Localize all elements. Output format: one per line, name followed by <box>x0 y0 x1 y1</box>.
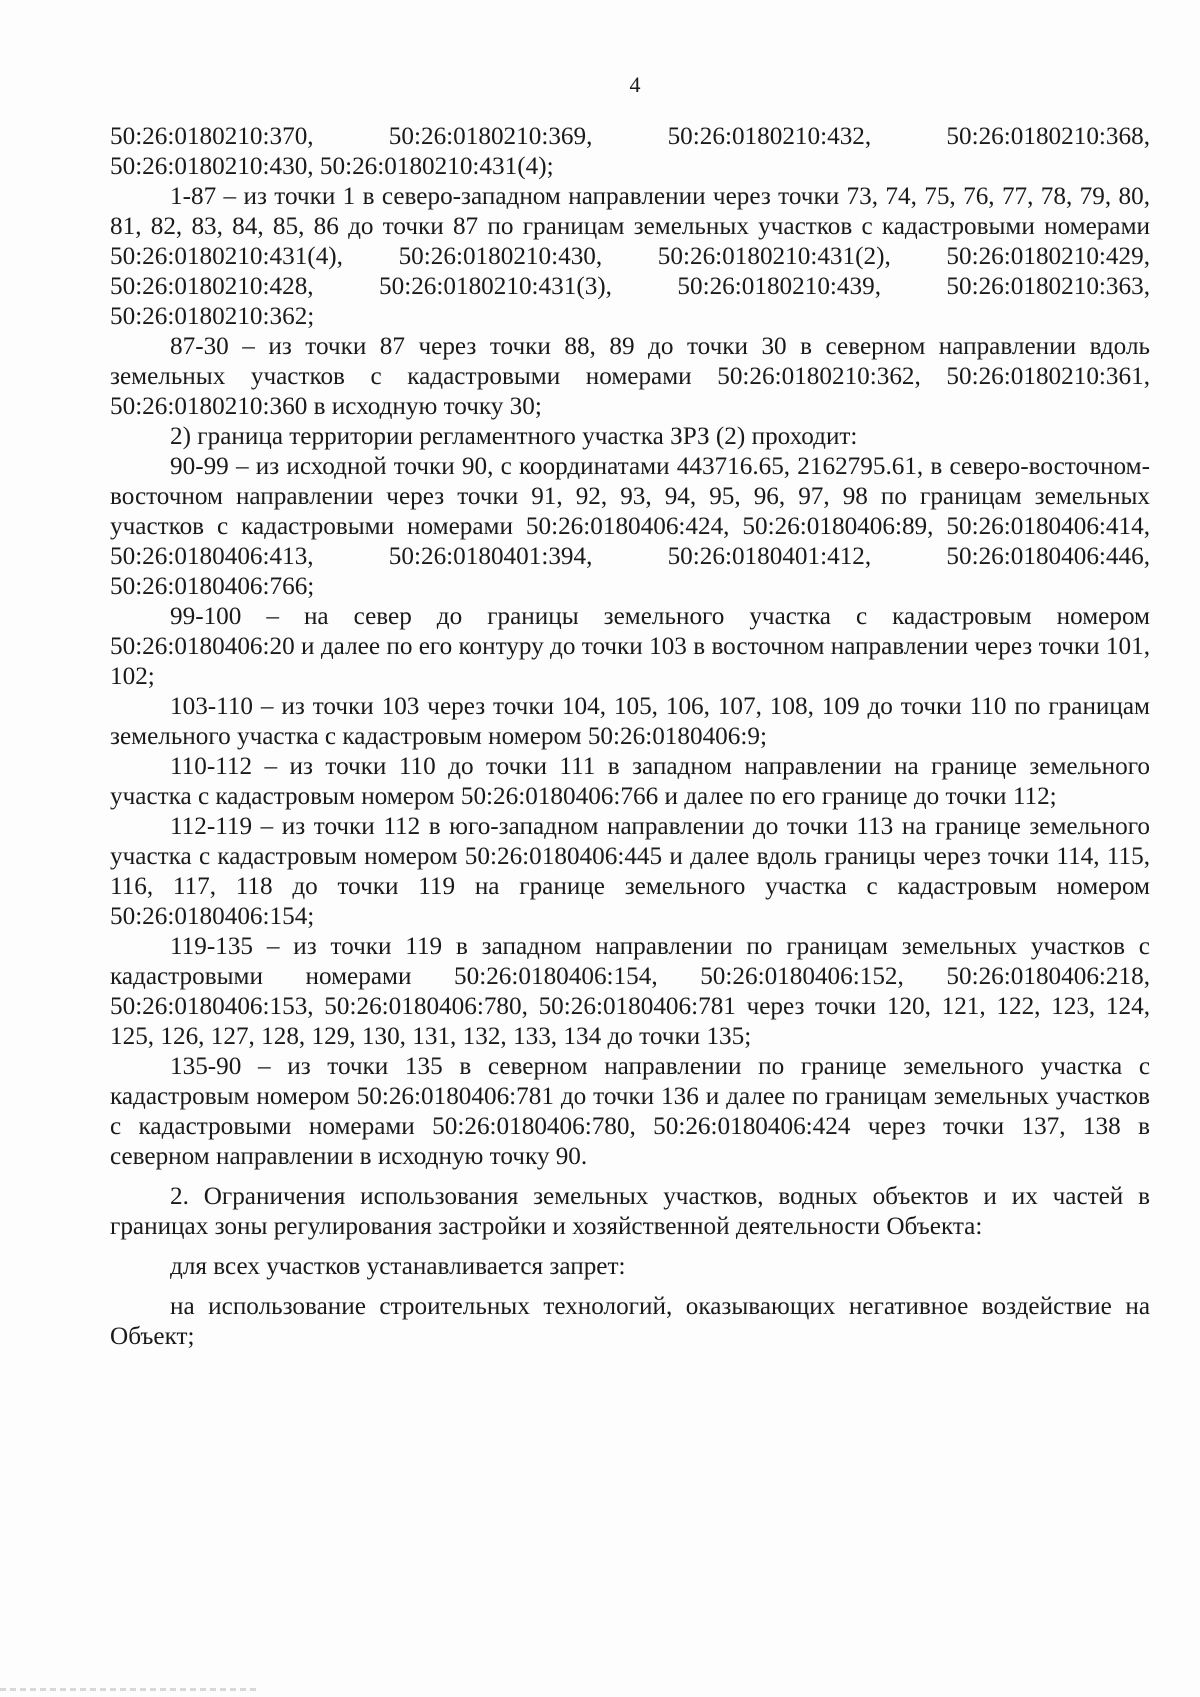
paragraph: для всех участков устанавливается запрет: <box>170 1253 626 1280</box>
paragraph: 2. Ограничения использования земельных участков, водных объектов и их частей в границах зоны регулирования застройки и хозяйственной деятельности Объекта: <box>110 1183 1150 1240</box>
paragraph: 99-100 – на север до границы земельного участка с кадастровым номером 50:26:0180406:20 и далее по его контуру до точки 103 в восточном направлении через точки 101, 102; <box>110 603 1150 690</box>
paragraph: 87-30 – из точки 87 через точки 88, 89 до точки 30 в северном направлении вдоль земельных участков с кадастровыми номерами 50:26:0180210:362, 50:26:0180210:361, 50:26:0180210:360 в исходную точку 30; <box>110 333 1150 420</box>
paragraph: 50:26:0180210:370, 50:26:0180210:369, 50:26:0180210:432, 50:26:0180210:368, 50:26:0180210:430, 50:26:0180210:431(4); <box>110 123 1150 180</box>
paragraph: 103-110 – из точки 103 через точки 104, 105, 106, 107, 108, 109 до точки 110 по границам земельного участка с кадастровым номером 50:26:0180406:9; <box>110 693 1150 750</box>
paragraph: 110-112 – из точки 110 до точки 111 в западном направлении на границе земельного участка с кадастровым номером 50:26:0180406:766 и далее по его границе до точки 112; <box>110 753 1150 810</box>
paragraph: 90-99 – из исходной точки 90, с координатами 443716.65, 2162795.61, в северо-восточном-восточном направлении через точки 91, 92, 93, 94, 95, 96, 97, 98 по границам земельных участков с кадастровыми номерами 50:26:0180406:424, 50:26:0180406:89, 50:26:0180406:414, 50:26:0180406:413, 50:26:0180401:394, 50:26:0180401:412, 50:26:0180406:446, 50:26:0180406:766; <box>110 453 1150 600</box>
document-body <box>110 122 1150 1352</box>
paragraph: 112-119 – из точки 112 в юго-западном направлении до точки 113 на границе земельного участка с кадастровым номером 50:26:0180406:445 и далее вдоль границы через точки 114, 115, 116, 117, 118 до точки 119 на границе земельного участка с кадастровым номером 50:26:0180406:154; <box>110 813 1150 930</box>
paragraph: 135-90 – из точки 135 в северном направлении по границе земельного участка с кадастровым номером 50:26:0180406:781 до точки 136 и далее по границам земельных участков с кадастровыми номерами 50:26:0180406:780, 50:26:0180406:424 через точки 137, 138 в северном направлении в исходную точку 90. <box>110 1053 1150 1170</box>
page-number: 4 <box>629 72 641 97</box>
scan-footer-mark <box>0 1688 260 1691</box>
paragraph: 119-135 – из точки 119 в западном направлении по границам земельных участков с кадастровыми номерами 50:26:0180406:154, 50:26:0180406:152, 50:26:0180406:218, 50:26:0180406:153, 50:26:0180406:780, 50:26:0180406:781 через точки 120, 121, 122, 123, 124, 125, 126, 127, 128, 129, 130, 131, 132, 133, 134 до точки 135; <box>110 933 1150 1050</box>
paragraph: 2) граница территории регламентного участка ЗРЗ (2) проходит: <box>170 423 858 450</box>
paragraph: на использование строительных технологий, оказывающих негативное воздействие на Объект; <box>110 1293 1150 1350</box>
paragraph: 1-87 – из точки 1 в северо-западном направлении через точки 73, 74, 75, 76, 77, 78, 79, 80, 81, 82, 83, 84, 85, 86 до точки 87 по границам земельных участков с кадастровыми номерами 50:26:0180210:431(4), 50:26:0180210:430, 50:26:0180210:431(2), 50:26:0180210:429, 50:26:0180210:428, 50:26:0180210:431(3), 50:26:0180210:439, 50:26:0180210:363, 50:26:0180210:362; <box>110 183 1150 330</box>
